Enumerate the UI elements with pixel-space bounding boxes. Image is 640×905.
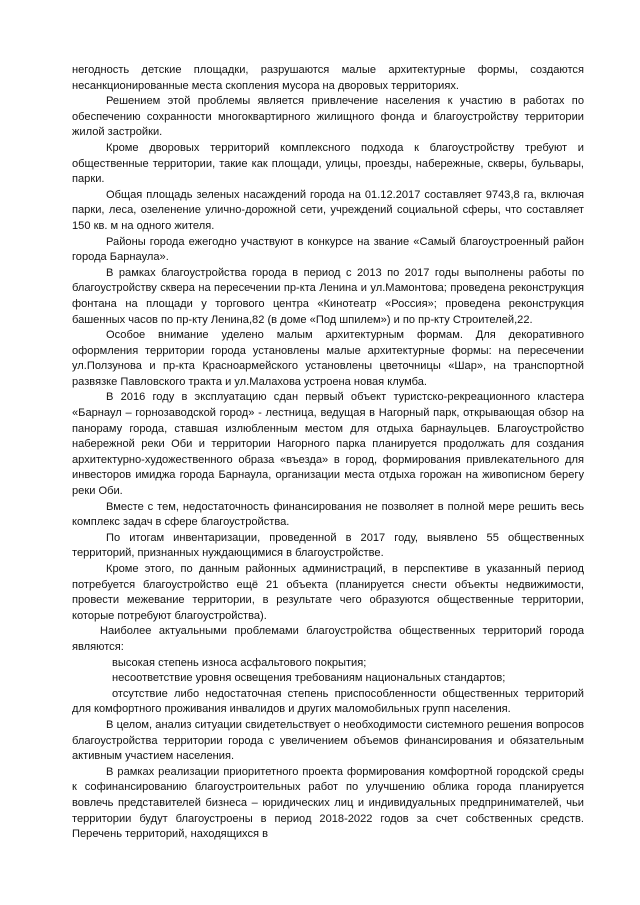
paragraph-public-territories: Кроме дворовых территорий комплексного подхода к благоустройству требуют и общественные территории, такие как площади, улицы, проезды, набережные, скверы, бульвары, парки. xyxy=(72,141,584,186)
paragraph-districts-contest: Районы города ежегодно участвуют в конкурсе на звание «Самый благоустроенный район города Барнаула». xyxy=(72,235,584,264)
document-page xyxy=(72,63,584,843)
paragraph-green-area: Общая площадь зеленых насаждений города на 01.12.2017 составляет 9743,8 га, включая парки, леса, озеленение улично-дорожной сети, учреждений социальной сферы, что составляет 150 кв. м на одного жителя. xyxy=(72,188,584,232)
paragraph-residents-participation: Решением этой проблемы является привлечение населения к участию в работах по обеспечению сохранности многоквартирного жилищного фонда и благоустройству территории жилой застройки. xyxy=(72,95,584,139)
paragraph-conclusion: В целом, анализ ситуации свидетельствует о необходимости системного решения вопросов благоустройства территории города с увеличением объемов финансирования и обязательным активным участием населения. xyxy=(72,718,584,763)
list-item: высокая степень износа асфальтового покрытия; xyxy=(112,656,367,669)
paragraph-2016-cluster: В 2016 году в эксплуатацию сдан первый объект туристско-рекреационного кластера «Барнаул – горнозаводской город» - лестница, ведущая в Нагорный парк, открывающая обзор на панораму города, ставшая излюбленным местом для отдыха барнаульцев. Благоустройство набережной реки Оби и территории Нагорного парка планируется продолжать для создания архитектурно-художественного образа «въезда» в город, формирования привлекательного для инвесторов имиджа города Барнаула, организации места отдыха горожан на живописном берегу реки Оби. xyxy=(72,391,584,498)
paragraph-business-cofinancing: В рамках реализации приоритетного проекта формирования комфортной городской среды к софинансированию благоустроительных работ по улучшению облика города планируется вовлечь представителей бизнеса – юридических лиц и индивидуальных предпринимателей, чьи территории будут благоустроены в период 2018-2022 годов за счет собственных средств. Перечень территорий, находящихся в xyxy=(72,765,584,841)
paragraph-problems-intro: Наиболее актуальными проблемами благоустройства общественных территорий города являются: xyxy=(72,625,584,653)
list-item: отсутствие либо недостаточная степень приспособленности общественных территорий для комфортного проживания инвалидов и других маломобильных групп населения. xyxy=(72,687,584,716)
paragraph-continuation: негодность детские площадки, разрушаются малые архитектурные формы, создаются несанкционированные места скопления мусора на дворовых территориях. xyxy=(72,64,584,92)
list-item: несоответствие уровня освещения требованиям национальных стандартов; xyxy=(112,672,506,685)
paragraph-funding-shortage: Вместе с тем, недостаточность финансирования не позволяет в полной мере решить весь комплекс задач в сфере благоустройства. xyxy=(72,500,584,529)
paragraph-additional-objects: Кроме этого, по данным районных администраций, в перспективе в указанный период потребуется благоустройство ещё 21 объекта (планируется снести объекты недвижимости, провести межевание территории, в результате чего образуются общественные территории, которые потребуют благоустройства). xyxy=(72,563,584,622)
paragraph-architectural-forms: Особое внимание уделено малым архитектурным формам. Для декоративного оформления территории города установлены малые архитектурные формы: на пересечении ул.Ползунова и пр-кта Красноармейского установлены цветочницы «Шар», на транспортной развязке Павловского тракта и ул.Малахова устроена новая клумба. xyxy=(72,329,584,388)
paragraph-inventory-2017: По итогам инвентаризации, проведенной в 2017 году, выявлено 55 общественных территорий, признанных нуждающимися в благоустройстве. xyxy=(72,531,584,560)
paragraph-works-2013-2017: В рамках благоустройства города в период с 2013 по 2017 годы выполнены работы по благоустройству сквера на пересечении пр-кта Ленина и ул.Мамонтова; проведена реконструкция фонтана на площади у торгового центра «Кинотеатр «Россия»; проведена реконструкция башенных часов по пр-кту Ленина,82 (в доме «Под шпилем») и по пр-кту Строителей,22. xyxy=(72,266,584,326)
